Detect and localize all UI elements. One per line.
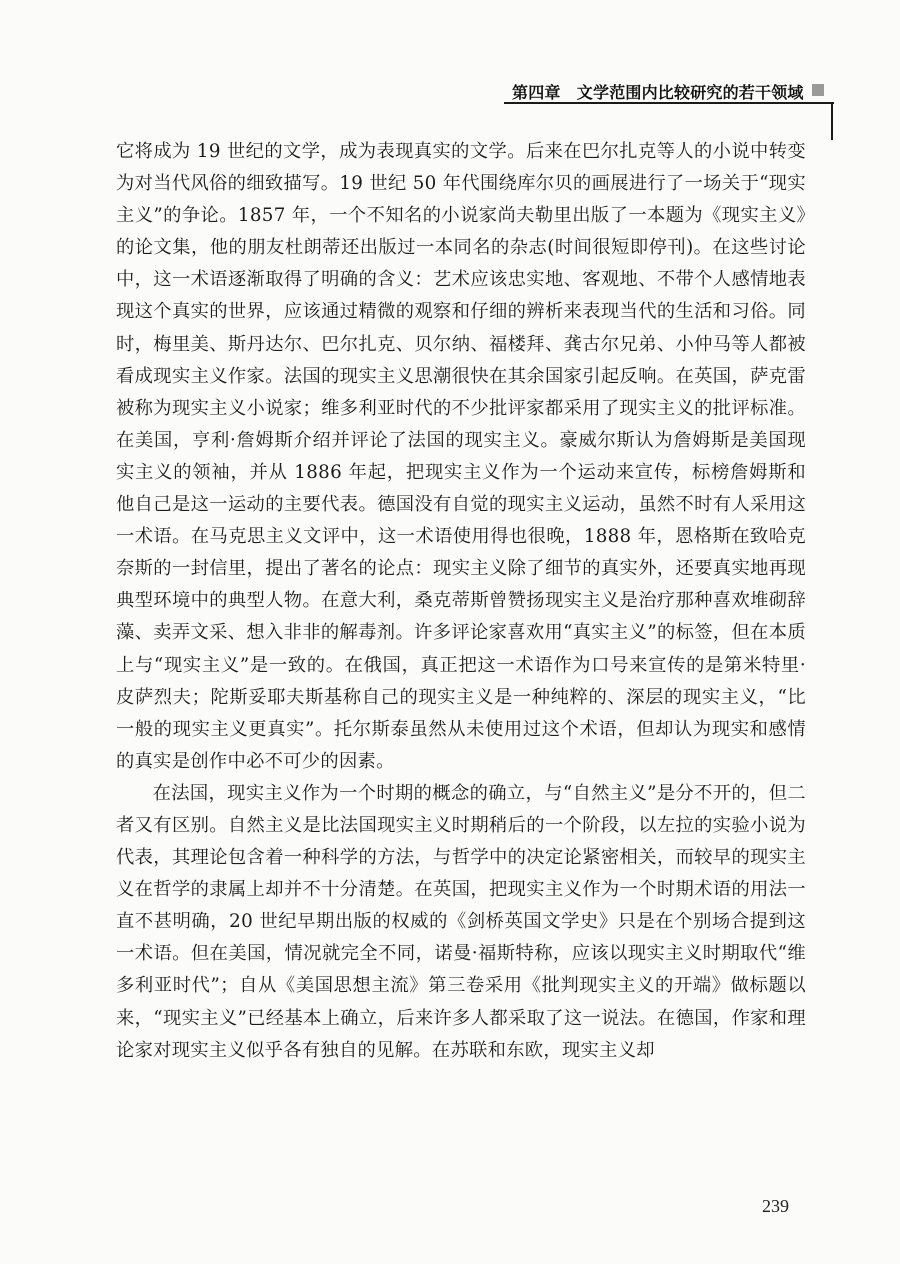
page-number: 239 — [762, 1196, 789, 1216]
paragraph: 在法国，现实主义作为一个时期的概念的确立，与“自然主义”是分不开的，但二者又有区别。自然主义是比法国现实主义时期稍后的一个阶段，以左拉的实验小说为代表，其理论包含着一种科学的方法，与哲学中的决定论紧密相关，而较早的现实主义在哲学的隶属上却并不十分清楚。在英国，把现实主义作为一个时期术语的用法一直不甚明确，20 世纪早期出版的权威的《剑桥英国文学史》只是在个别场合提到这一术语。但在美国，情况就完全不同，诺曼·福斯特称，应该以现实主义时期取代“维多利亚时代”；自从《美国思想主流》第三卷采用《批判现实主义的开端》做标题以来，“现实主义”已经基本上确立，后来许多人都采取了这一说法。在德国，作家和理论家对现实主义似乎各有独自的见解。在苏联和东欧，现实主义却 — [116, 782, 806, 1061]
header-decoration-block — [812, 84, 824, 96]
running-header — [504, 74, 834, 104]
paragraph: 它将成为 19 世纪的文学，成为表现真实的文学。后来在巴尔扎克等人的小说中转变为对当代风俗的细致描写。19 世纪 50 年代围绕库尔贝的画展进行了一场关于“现实主义”的争论。1857 年，一个不知名的小说家尚夫勒里出版了一本题为《现实主义》的论文集，他的朋友杜朗蒂还出版过一本同名的杂志(时间很短即停刊)。在这些讨论中，这一术语逐渐取得了明确的含义：艺术应该忠实地、客观地、不带个人感情地表现这个真实的世界，应该通过精微的观察和仔细的辨析来表现当代的生活和习俗。同时，梅里美、斯丹达尔、巴尔扎克、贝尔纳、福楼拜、龚古尔兄弟、小仲马等人都被看成现实主义作家。法国的现实主义思潮很快在其余国家引起反响。在英国，萨克雷被称为现实主义小说家；维多利亚时代的不少批评家都采用了现实主义的批评标准。在美国，亨利·詹姆斯介绍并评论了法国的现实主义。豪威尔斯认为詹姆斯是美国现实主义的领袖，并从 1886 年起，把现实主义作为一个运动来宣传，标榜詹姆斯和他自己是这一运动的主要代表。德国没有自觉的现实主义运动，虽然不时有人采用这一术语。在马克思主义文评中，这一术语使用得也很晚，1888 年，恩格斯在致哈克奈斯的一封信里，提出了著名的论点：现实主义除了细节的真实外，还要真实地再现典型环境中的典型人物。在意大利，桑克蒂斯曾赞扬现实主义是治疗那种喜欢堆砌辞藻、卖弄文采、想入非非的解毒剂。许多评论家喜欢用“真实主义”的标签，但在本质上与“现实主义”是一致的。在俄国，真正把这一术语作为口号来宣传的是第米特里·皮萨烈夫；陀斯妥耶夫斯基称自己的现实主义是一种纯粹的、深层的现实主义，“比一般的现实主义更真实”。托尔斯泰虽然从未使用过这个术语，但却认为现实和感情的真实是创作中必不可少的因素。 — [116, 141, 806, 772]
chapter-title: 第四章 文学范围内比较研究的若干领域 — [512, 83, 804, 102]
header-vertical-rule — [831, 104, 833, 140]
body-text — [116, 136, 806, 1067]
header-rule — [504, 102, 834, 104]
